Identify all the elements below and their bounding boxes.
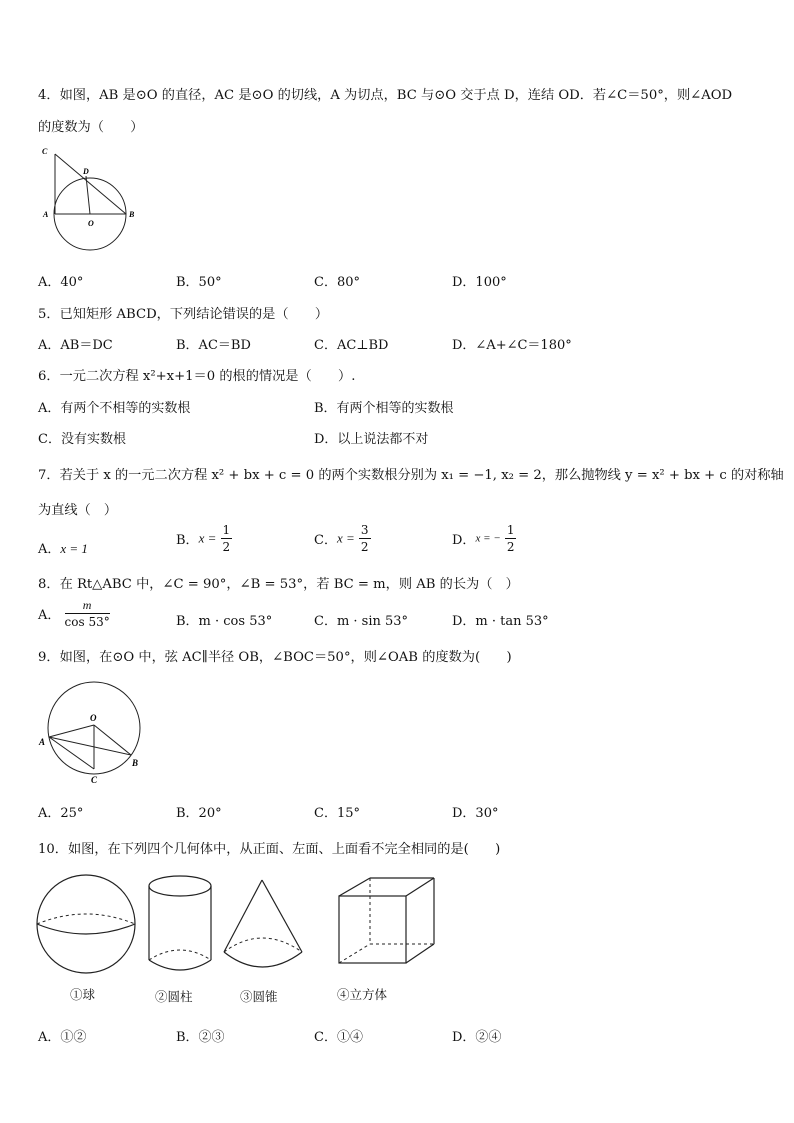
cone-shape <box>224 880 302 967</box>
q4-option-a[interactable]: A．40° <box>38 275 84 290</box>
q7-stem-line1: 7．若关于 x 的一元二次方程 x² + bx + c = 0 的两个实数根分别为 x₁ = −1, x₂ = 2，那么抛物线 y = x² + bx + c 的对称轴 <box>38 468 784 483</box>
q4-circle-figure <box>36 144 148 256</box>
label-cone: ③圆锥 <box>240 989 278 1004</box>
q7-option-b-denominator: 2 <box>222 540 231 554</box>
label-cube: ④立方体 <box>337 987 388 1002</box>
q7-option-a-prefix: A． <box>38 542 61 557</box>
q4-option-b[interactable]: B．50° <box>176 275 222 290</box>
q7-option-c-lhs: x = <box>336 530 355 546</box>
q6-option-d[interactable]: D．以上说法都不对 <box>314 432 429 447</box>
q7-option-d[interactable] <box>452 524 516 553</box>
q9-circle-figure <box>34 678 152 790</box>
cylinder-shape <box>149 876 211 970</box>
q10-option-c[interactable]: C．①④ <box>314 1030 363 1045</box>
q5-option-d[interactable]: D．∠A+∠C＝180° <box>452 338 572 353</box>
q10-option-b[interactable]: B．②③ <box>176 1030 225 1045</box>
q5-option-b[interactable]: B．AC＝BD <box>176 338 251 353</box>
q4-option-c[interactable]: C．80° <box>314 275 360 290</box>
q10-option-d[interactable]: D．②④ <box>452 1030 502 1045</box>
q9-label-c: C <box>91 775 98 785</box>
q8-option-a-numerator: m <box>65 599 110 614</box>
q7-option-b-prefix: B． <box>176 533 199 548</box>
q8-option-a-denominator: cos 53° <box>64 615 110 629</box>
q9-option-a[interactable]: A．25° <box>38 806 84 821</box>
q7-option-c[interactable] <box>314 524 371 553</box>
q6-option-a[interactable]: A．有两个不相等的实数根 <box>38 401 191 416</box>
q10-stem: 10．如图，在下列四个几何体中，从正面、左面、上面看不完全相同的是( ) <box>38 842 501 857</box>
q5-option-a[interactable]: A．AB＝DC <box>38 338 113 353</box>
q9-label-b: B <box>132 758 139 768</box>
q4-stem-line1: 4．如图，AB 是⊙O 的直径，AC 是⊙O 的切线，A 为切点，BC 与⊙O 交于点 D，连结 OD．若∠C＝50°，则∠AOD <box>38 88 733 103</box>
q7-stem-line2: 为直线（ ） <box>38 503 118 518</box>
q4-label-c: C <box>42 147 48 156</box>
q8-option-a-prefix: A． <box>38 608 61 623</box>
q4-label-o: O <box>88 219 94 228</box>
sphere-shape <box>37 875 135 973</box>
q7-option-c-fraction <box>359 524 371 553</box>
q9-label-a: A <box>39 737 46 747</box>
cube-shape <box>339 878 434 963</box>
q9-option-b[interactable]: B．20° <box>176 806 222 821</box>
q8-option-c[interactable]: C．m · sin 53° <box>314 614 409 629</box>
q4-option-d[interactable]: D．100° <box>452 275 507 290</box>
q7-option-d-lhs: x = − <box>475 532 501 545</box>
q8-option-b[interactable]: B．m · cos 53° <box>176 614 273 629</box>
q7-option-a-expr: x = 1 <box>60 541 88 556</box>
q9-label-o: O <box>90 713 97 723</box>
q7-option-d-denominator: 2 <box>506 540 515 554</box>
q7-option-d-prefix: D． <box>452 533 476 548</box>
label-sphere: ①球 <box>70 987 96 1002</box>
q7-option-d-numerator: 1 <box>506 523 515 537</box>
q9-segment-ao <box>49 725 94 737</box>
q7-option-c-numerator: 3 <box>360 523 369 537</box>
q6-stem: 6．一元二次方程 x²+x+1＝0 的根的情况是（ ）. <box>38 369 356 384</box>
q7-option-b[interactable] <box>176 524 232 553</box>
q8-stem: 8．在 Rt△ABC 中，∠C = 90°，∠B = 53°，若 BC = m，则 AB 的长为（ ） <box>38 577 519 592</box>
q4-stem-line2: 的度数为（ ） <box>38 120 144 135</box>
q7-option-d-fraction <box>505 524 517 553</box>
q4-label-b: B <box>129 210 135 219</box>
label-cylinder: ②圆柱 <box>155 989 193 1004</box>
q7-option-a[interactable] <box>38 538 88 557</box>
q9-option-c[interactable]: C．15° <box>314 806 360 821</box>
q9-stem: 9．如图，在⊙O 中，弦 AC∥半径 OB，∠BOC＝50°，则∠OAB 的度数为( ) <box>38 650 512 665</box>
q7-option-c-denominator: 2 <box>360 540 369 554</box>
q4-label-d: D <box>83 167 89 176</box>
q4-segment-bc <box>55 154 126 214</box>
q7-option-b-numerator: 1 <box>222 523 231 537</box>
q4-label-a: A <box>43 210 49 219</box>
q8-option-d[interactable]: D．m · tan 53° <box>452 614 549 629</box>
q5-option-c[interactable]: C．AC⊥BD <box>314 338 389 353</box>
q10-option-a[interactable]: A．①② <box>38 1030 87 1045</box>
q7-option-c-prefix: C． <box>314 533 337 548</box>
q9-option-d[interactable]: D．30° <box>452 806 499 821</box>
q5-stem: 5．已知矩形 ABCD，下列结论错误的是（ ） <box>38 307 329 322</box>
q8-option-a-fraction <box>65 599 110 628</box>
q7-option-b-fraction <box>221 524 233 553</box>
q6-option-c[interactable]: C．没有实数根 <box>38 432 126 447</box>
q6-option-b[interactable]: B．有两个相等的实数根 <box>314 401 454 416</box>
q8-option-a[interactable] <box>38 599 110 628</box>
q7-option-b-lhs: x = <box>198 530 217 546</box>
